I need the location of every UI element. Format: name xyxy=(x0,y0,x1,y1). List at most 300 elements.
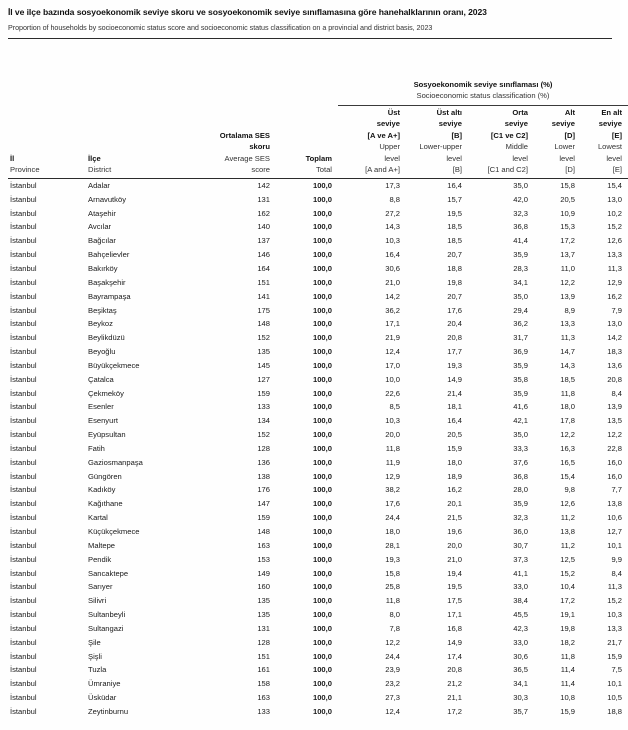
table-row xyxy=(8,276,628,290)
cell-upper-level: 8,5 xyxy=(389,402,400,412)
cell-lower-upper-level: 16,2 xyxy=(447,485,462,495)
cell-district: Başakşehir xyxy=(88,277,126,287)
cell-district: Pendik xyxy=(88,554,112,564)
cell-lower-level: 15,9 xyxy=(560,706,575,716)
table-row xyxy=(8,386,628,400)
cell-upper-level: 12,4 xyxy=(385,706,400,716)
cell-middle-level: 37,3 xyxy=(513,554,528,564)
cell-district: Bağcılar xyxy=(88,236,116,246)
cell-total: 100,0 xyxy=(312,637,332,647)
cell-province: İstanbul xyxy=(10,333,37,343)
column-header-c-tr-line3: [C1 ve C2] xyxy=(490,130,528,140)
cell-total: 100,0 xyxy=(312,471,332,481)
cell-total: 100,0 xyxy=(312,540,332,550)
column-header-total-en: Total xyxy=(315,165,332,175)
cell-lowest-level: 12,7 xyxy=(607,527,622,537)
cell-upper-level: 20,0 xyxy=(385,430,400,440)
cell-district: Beyoğlu xyxy=(88,347,116,357)
cell-total: 100,0 xyxy=(312,388,332,398)
cell-total: 100,0 xyxy=(312,568,332,578)
page-title-english: Proportion of households by socioeconomic status score and socioeconomic status classification on a provincial and district basis, 2023 xyxy=(8,22,433,32)
column-header-a-tr-line3: [A ve A+] xyxy=(367,130,400,140)
cell-lower-level: 8,9 xyxy=(564,305,575,315)
cell-middle-level: 36,0 xyxy=(513,527,528,537)
table-row xyxy=(8,456,628,470)
cell-district: Üsküdar xyxy=(88,693,117,703)
column-header-e-en-line1: Lowest xyxy=(597,142,622,152)
cell-total: 100,0 xyxy=(312,319,332,329)
cell-lower-upper-level: 17,4 xyxy=(447,651,462,661)
cell-total: 100,0 xyxy=(312,360,332,370)
table-row xyxy=(8,206,628,220)
cell-province: İstanbul xyxy=(10,180,37,190)
cell-upper-level: 18,0 xyxy=(385,527,400,537)
cell-total: 100,0 xyxy=(312,679,332,689)
cell-district: Güngören xyxy=(88,471,122,481)
cell-middle-level: 28,0 xyxy=(513,485,528,495)
cell-lowest-level: 10,1 xyxy=(607,679,622,689)
cell-middle-level: 36,8 xyxy=(513,222,528,232)
cell-average-ses-score: 142 xyxy=(257,180,270,190)
table-row xyxy=(8,373,628,387)
cell-total: 100,0 xyxy=(312,485,332,495)
cell-lower-level: 13,9 xyxy=(560,291,575,301)
cell-lower-upper-level: 14,9 xyxy=(447,374,462,384)
cell-district: Kartal xyxy=(88,513,108,523)
cell-total: 100,0 xyxy=(312,374,332,384)
table-row xyxy=(8,663,628,677)
cell-middle-level: 29,4 xyxy=(513,305,528,315)
cell-lower-level: 10,9 xyxy=(560,208,575,218)
cell-average-ses-score: 136 xyxy=(257,457,270,467)
cell-upper-level: 10,0 xyxy=(385,374,400,384)
column-header-lower-level xyxy=(534,107,581,176)
cell-middle-level: 34,1 xyxy=(513,679,528,689)
cell-lowest-level: 18,3 xyxy=(607,347,622,357)
cell-upper-level: 24,4 xyxy=(385,651,400,661)
column-header-b-en-line2: level xyxy=(446,153,462,163)
cell-province: İstanbul xyxy=(10,457,37,467)
cell-province: İstanbul xyxy=(10,582,37,592)
cell-average-ses-score: 159 xyxy=(257,513,270,523)
cell-lowest-level: 13,0 xyxy=(607,319,622,329)
table-row xyxy=(8,317,628,331)
cell-lower-level: 14,3 xyxy=(560,360,575,370)
cell-lowest-level: 8,4 xyxy=(611,568,622,578)
cell-lowest-level: 21,7 xyxy=(607,637,622,647)
cell-lower-level: 11,2 xyxy=(560,540,575,550)
table-header xyxy=(8,39,628,178)
cell-middle-level: 30,7 xyxy=(513,540,528,550)
cell-district: Çekmeköy xyxy=(88,388,124,398)
column-header-score-en-line2: score xyxy=(251,165,270,175)
column-header-a-en-line1: Upper xyxy=(379,142,400,152)
column-header-e-tr-line2: seviye xyxy=(598,119,622,129)
cell-average-ses-score: 133 xyxy=(257,402,270,412)
cell-average-ses-score: 145 xyxy=(257,360,270,370)
cell-average-ses-score: 163 xyxy=(257,540,270,550)
cell-lowest-level: 22,8 xyxy=(607,443,622,453)
cell-district: Beykoz xyxy=(88,319,113,329)
table-row xyxy=(8,608,628,622)
column-header-d-en-line1: Lower xyxy=(554,142,575,152)
header-spacer-row xyxy=(8,39,628,73)
cell-total: 100,0 xyxy=(312,527,332,537)
table-row xyxy=(8,469,628,483)
column-header-c-en-line3: [C1 and C2] xyxy=(487,165,528,175)
cell-average-ses-score: 152 xyxy=(257,430,270,440)
cell-middle-level: 36,2 xyxy=(513,319,528,329)
table-row xyxy=(8,705,628,719)
table-row xyxy=(8,649,628,663)
column-header-e-en-line2: level xyxy=(606,153,622,163)
table-row xyxy=(8,345,628,359)
cell-upper-level: 22,6 xyxy=(385,388,400,398)
cell-lower-level: 11,8 xyxy=(560,388,575,398)
column-header-b-en-line1: Lower-upper xyxy=(419,142,462,152)
cell-total: 100,0 xyxy=(312,706,332,716)
cell-average-ses-score: 131 xyxy=(257,623,270,633)
cell-average-ses-score: 152 xyxy=(257,333,270,343)
cell-middle-level: 37,6 xyxy=(513,457,528,467)
cell-province: İstanbul xyxy=(10,665,37,675)
cell-province: İstanbul xyxy=(10,222,37,232)
cell-middle-level: 35,8 xyxy=(513,374,528,384)
cell-middle-level: 41,1 xyxy=(513,568,528,578)
cell-province: İstanbul xyxy=(10,651,37,661)
cell-upper-level: 11,8 xyxy=(385,443,400,453)
cell-average-ses-score: 176 xyxy=(257,485,270,495)
column-header-e-tr-line1: En alt xyxy=(601,107,622,117)
table-row xyxy=(8,178,628,192)
column-header-score-tr-line1: Ortalama SES xyxy=(219,130,270,140)
cell-average-ses-score: 147 xyxy=(257,499,270,509)
cell-upper-level: 36,2 xyxy=(385,305,400,315)
cell-lowest-level: 9,9 xyxy=(611,554,622,564)
cell-lower-upper-level: 20,4 xyxy=(447,319,462,329)
cell-average-ses-score: 135 xyxy=(257,610,270,620)
cell-total: 100,0 xyxy=(312,236,332,246)
cell-lowest-level: 8,4 xyxy=(611,388,622,398)
cell-lower-level: 10,4 xyxy=(560,582,575,592)
cell-lower-upper-level: 17,6 xyxy=(447,305,462,315)
cell-province: İstanbul xyxy=(10,430,37,440)
cell-district: Büyükçekmece xyxy=(88,360,140,370)
cell-average-ses-score: 128 xyxy=(257,443,270,453)
table-row xyxy=(8,580,628,594)
cell-upper-level: 25,8 xyxy=(385,582,400,592)
cell-total: 100,0 xyxy=(312,277,332,287)
cell-middle-level: 28,3 xyxy=(513,263,528,273)
table-row xyxy=(8,594,628,608)
column-header-province xyxy=(8,107,86,176)
cell-lower-level: 9,8 xyxy=(564,485,575,495)
cell-upper-level: 17,0 xyxy=(385,360,400,370)
cell-total: 100,0 xyxy=(312,180,332,190)
cell-average-ses-score: 127 xyxy=(257,374,270,384)
cell-district: Esenler xyxy=(88,402,114,412)
cell-lower-upper-level: 21,5 xyxy=(447,513,462,523)
cell-province: İstanbul xyxy=(10,277,37,287)
cell-province: İstanbul xyxy=(10,485,37,495)
cell-lower-upper-level: 18,5 xyxy=(447,222,462,232)
cell-lower-upper-level: 21,4 xyxy=(447,388,462,398)
cell-upper-level: 12,4 xyxy=(385,347,400,357)
cell-lower-upper-level: 17,1 xyxy=(447,610,462,620)
cell-lower-upper-level: 20,7 xyxy=(447,291,462,301)
cell-total: 100,0 xyxy=(312,333,332,343)
cell-lower-upper-level: 19,5 xyxy=(447,582,462,592)
cell-lowest-level: 15,2 xyxy=(607,222,622,232)
cell-lower-level: 10,8 xyxy=(560,693,575,703)
cell-middle-level: 35,7 xyxy=(513,706,528,716)
cell-upper-level: 21,9 xyxy=(385,333,400,343)
cell-lower-upper-level: 17,2 xyxy=(447,706,462,716)
cell-district: Eyüpsultan xyxy=(88,430,126,440)
cell-lowest-level: 20,8 xyxy=(607,374,622,384)
column-header-e-en-line3: [E] xyxy=(612,165,622,175)
cell-total: 100,0 xyxy=(312,610,332,620)
cell-average-ses-score: 128 xyxy=(257,637,270,647)
cell-lower-level: 15,4 xyxy=(560,471,575,481)
column-header-b-tr-line3: [B] xyxy=(451,130,462,140)
cell-total: 100,0 xyxy=(312,222,332,232)
cell-lower-upper-level: 17,5 xyxy=(447,596,462,606)
cell-district: Silivri xyxy=(88,596,107,606)
cell-upper-level: 17,3 xyxy=(385,180,400,190)
column-header-average-ses-score xyxy=(198,107,276,176)
cell-lower-upper-level: 18,8 xyxy=(447,263,462,273)
cell-province: İstanbul xyxy=(10,568,37,578)
cell-district: Bahçelievler xyxy=(88,250,130,260)
cell-district: Adalar xyxy=(88,180,110,190)
cell-province: İstanbul xyxy=(10,236,37,246)
table-row xyxy=(8,622,628,636)
table-row xyxy=(8,289,628,303)
cell-total: 100,0 xyxy=(312,194,332,204)
cell-total: 100,0 xyxy=(312,651,332,661)
cell-province: İstanbul xyxy=(10,416,37,426)
cell-lowest-level: 12,2 xyxy=(607,430,622,440)
cell-average-ses-score: 146 xyxy=(257,250,270,260)
cell-lower-upper-level: 19,5 xyxy=(447,208,462,218)
cell-lowest-level: 15,9 xyxy=(607,651,622,661)
cell-middle-level: 41,4 xyxy=(513,236,528,246)
cell-middle-level: 35,0 xyxy=(513,430,528,440)
cell-district: Beylikdüzü xyxy=(88,333,125,343)
cell-middle-level: 36,9 xyxy=(513,347,528,357)
cell-middle-level: 41,6 xyxy=(513,402,528,412)
table-row xyxy=(8,248,628,262)
cell-lower-level: 13,3 xyxy=(560,319,575,329)
cell-upper-level: 7,8 xyxy=(389,623,400,633)
cell-lower-level: 17,8 xyxy=(560,416,575,426)
cell-total: 100,0 xyxy=(312,416,332,426)
cell-upper-level: 19,3 xyxy=(385,554,400,564)
cell-lower-level: 12,5 xyxy=(560,554,575,564)
cell-lowest-level: 7,7 xyxy=(611,485,622,495)
cell-total: 100,0 xyxy=(312,347,332,357)
cell-average-ses-score: 148 xyxy=(257,319,270,329)
column-header-district xyxy=(86,107,198,176)
cell-lower-upper-level: 20,8 xyxy=(447,333,462,343)
cell-lower-level: 18,2 xyxy=(560,637,575,647)
cell-district: Kağıthane xyxy=(88,499,123,509)
column-header-c-en-line2: level xyxy=(512,153,528,163)
table-row xyxy=(8,483,628,497)
cell-lower-upper-level: 20,0 xyxy=(447,540,462,550)
column-header-province-en: Province xyxy=(10,165,40,175)
cell-lowest-level: 12,6 xyxy=(607,236,622,246)
cell-lower-upper-level: 15,9 xyxy=(447,443,462,453)
cell-average-ses-score: 141 xyxy=(257,291,270,301)
cell-average-ses-score: 133 xyxy=(257,706,270,716)
cell-province: İstanbul xyxy=(10,250,37,260)
cell-lower-upper-level: 18,5 xyxy=(447,236,462,246)
cell-lower-upper-level: 21,0 xyxy=(447,554,462,564)
cell-total: 100,0 xyxy=(312,208,332,218)
cell-average-ses-score: 148 xyxy=(257,527,270,537)
cell-middle-level: 35,9 xyxy=(513,499,528,509)
table-row xyxy=(8,193,628,207)
cell-upper-level: 21,0 xyxy=(385,277,400,287)
cell-lowest-level: 12,9 xyxy=(607,277,622,287)
cell-lower-level: 12,2 xyxy=(560,277,575,287)
column-header-e-tr-line3: [E] xyxy=(611,130,622,140)
cell-district: Esenyurt xyxy=(88,416,118,426)
cell-district: Fatih xyxy=(88,443,105,453)
cell-middle-level: 33,0 xyxy=(513,582,528,592)
cell-middle-level: 35,0 xyxy=(513,291,528,301)
table-row xyxy=(8,220,628,234)
cell-average-ses-score: 134 xyxy=(257,416,270,426)
column-header-upper-level xyxy=(338,107,406,176)
ses-data-table xyxy=(8,39,628,719)
column-header-score-tr-line2: skoru xyxy=(249,142,270,152)
cell-upper-level: 12,2 xyxy=(385,637,400,647)
cell-lowest-level: 14,2 xyxy=(607,333,622,343)
cell-lower-level: 17,2 xyxy=(560,236,575,246)
cell-average-ses-score: 135 xyxy=(257,347,270,357)
cell-lower-upper-level: 20,1 xyxy=(447,499,462,509)
cell-lower-level: 11,3 xyxy=(560,333,575,343)
cell-district: Çatalca xyxy=(88,374,114,384)
cell-upper-level: 27,3 xyxy=(385,693,400,703)
cell-total: 100,0 xyxy=(312,402,332,412)
cell-middle-level: 45,5 xyxy=(513,610,528,620)
table-row xyxy=(8,428,628,442)
cell-lowest-level: 16,2 xyxy=(607,291,622,301)
cell-province: İstanbul xyxy=(10,443,37,453)
cell-province: İstanbul xyxy=(10,360,37,370)
column-header-d-en-line2: level xyxy=(559,153,575,163)
cell-province: İstanbul xyxy=(10,554,37,564)
table-row xyxy=(8,331,628,345)
cell-lower-upper-level: 19,8 xyxy=(447,277,462,287)
cell-total: 100,0 xyxy=(312,443,332,453)
cell-lowest-level: 15,2 xyxy=(607,596,622,606)
cell-district: Sultanbeyli xyxy=(88,610,126,620)
cell-lower-upper-level: 16,4 xyxy=(447,416,462,426)
cell-average-ses-score: 131 xyxy=(257,194,270,204)
cell-lower-level: 14,7 xyxy=(560,347,575,357)
cell-lowest-level: 11,3 xyxy=(607,263,622,273)
cell-lowest-level: 13,5 xyxy=(607,416,622,426)
cell-average-ses-score: 135 xyxy=(257,596,270,606)
cell-average-ses-score: 151 xyxy=(257,651,270,661)
cell-upper-level: 23,9 xyxy=(385,665,400,675)
cell-lower-level: 13,7 xyxy=(560,250,575,260)
cell-average-ses-score: 162 xyxy=(257,208,270,218)
cell-district: Ümraniye xyxy=(88,679,121,689)
cell-lower-level: 16,5 xyxy=(560,457,575,467)
cell-middle-level: 36,5 xyxy=(513,665,528,675)
cell-province: İstanbul xyxy=(10,499,37,509)
cell-lower-upper-level: 17,7 xyxy=(447,347,462,357)
cell-total: 100,0 xyxy=(312,250,332,260)
cell-province: İstanbul xyxy=(10,527,37,537)
cell-upper-level: 12,9 xyxy=(385,471,400,481)
cell-upper-level: 38,2 xyxy=(385,485,400,495)
cell-upper-level: 8,8 xyxy=(389,194,400,204)
cell-province: İstanbul xyxy=(10,596,37,606)
cell-province: İstanbul xyxy=(10,402,37,412)
column-header-district-en: District xyxy=(88,165,112,175)
cell-upper-level: 24,4 xyxy=(385,513,400,523)
table-row xyxy=(8,400,628,414)
cell-province: İstanbul xyxy=(10,637,37,647)
cell-upper-level: 16,4 xyxy=(385,250,400,260)
title-block xyxy=(8,0,612,32)
cell-average-ses-score: 140 xyxy=(257,222,270,232)
cell-lower-upper-level: 21,2 xyxy=(447,679,462,689)
column-header-b-tr-line2: seviye xyxy=(438,119,462,129)
column-header-c-tr-line1: Orta xyxy=(512,107,528,117)
cell-lower-upper-level: 14,9 xyxy=(447,637,462,647)
column-header-total-tr: Toplam xyxy=(305,153,332,163)
cell-district: Gaziosmanpaşa xyxy=(88,457,143,467)
column-header-d-tr-line3: [D] xyxy=(564,130,575,140)
cell-lower-level: 11,8 xyxy=(560,651,575,661)
cell-district: Şile xyxy=(88,637,101,647)
cell-lower-upper-level: 20,5 xyxy=(447,430,462,440)
cell-middle-level: 30,6 xyxy=(513,651,528,661)
cell-lower-level: 12,6 xyxy=(560,499,575,509)
cell-total: 100,0 xyxy=(312,623,332,633)
cell-middle-level: 42,1 xyxy=(513,416,528,426)
cell-upper-level: 17,6 xyxy=(385,499,400,509)
column-header-b-tr-line1: Üst altı xyxy=(436,107,462,117)
cell-lower-upper-level: 21,1 xyxy=(447,693,462,703)
column-header-c-en-line1: Middle xyxy=(505,142,528,152)
cell-total: 100,0 xyxy=(312,554,332,564)
cell-province: İstanbul xyxy=(10,610,37,620)
cell-average-ses-score: 138 xyxy=(257,471,270,481)
table-row xyxy=(8,497,628,511)
cell-upper-level: 8,0 xyxy=(389,610,400,620)
cell-average-ses-score: 153 xyxy=(257,554,270,564)
cell-district: Arnavutköy xyxy=(88,194,126,204)
column-header-a-tr-line1: Üst xyxy=(387,107,400,117)
cell-middle-level: 35,0 xyxy=(513,180,528,190)
cell-middle-level: 42,3 xyxy=(513,623,528,633)
cell-upper-level: 17,1 xyxy=(385,319,400,329)
cell-total: 100,0 xyxy=(312,291,332,301)
cell-total: 100,0 xyxy=(312,693,332,703)
cell-lower-level: 13,8 xyxy=(560,527,575,537)
cell-lower-level: 19,1 xyxy=(560,610,575,620)
cell-province: İstanbul xyxy=(10,706,37,716)
